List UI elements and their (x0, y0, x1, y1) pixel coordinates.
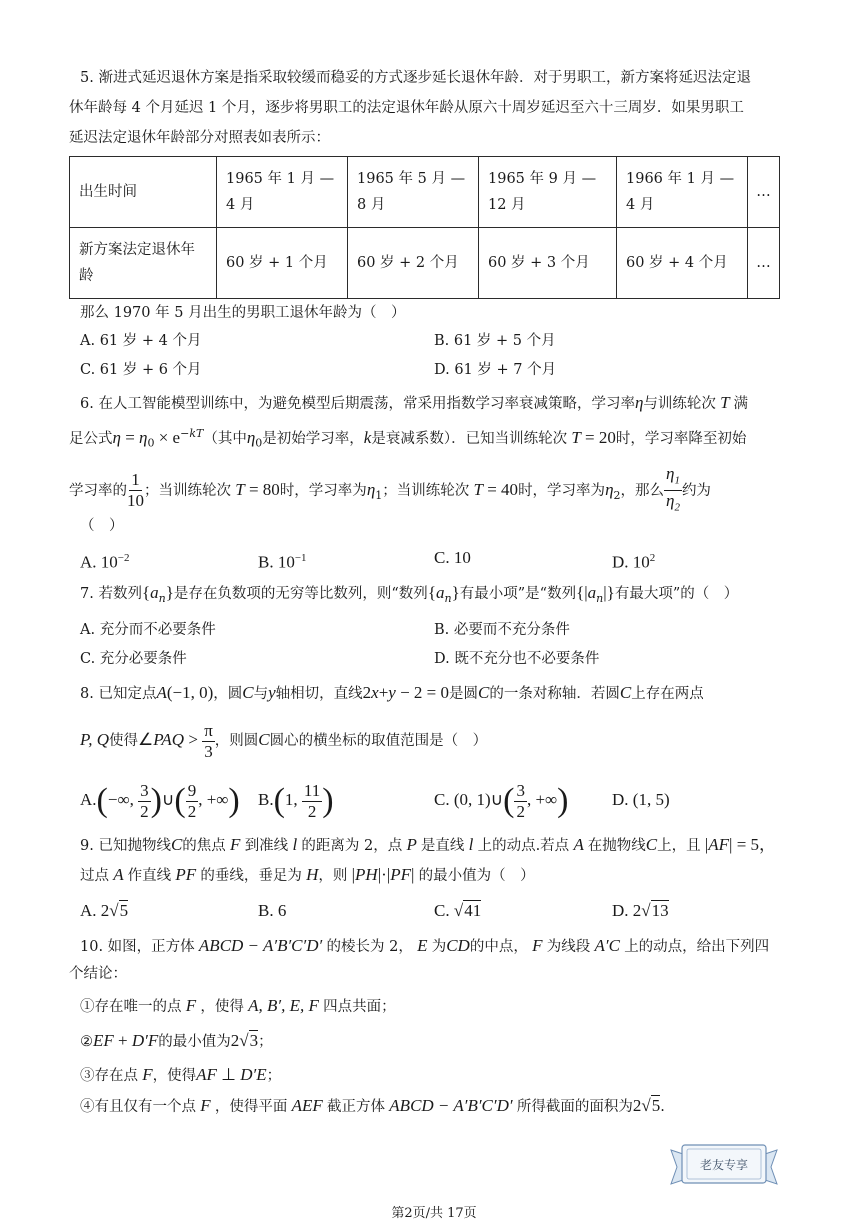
q10-line2: 个结论： (69, 966, 127, 982)
q9-line1: 9. 已知抛物线C的焦点 F 到准线 l 的距离为 2，点 P 是直线 l 上的动点.若点 A 在抛物线C上，且 |AF| = 5， (80, 835, 777, 854)
table-cell: … (748, 228, 780, 299)
q5-option-d: D. 61 岁 + 7 个月 (434, 362, 557, 378)
q6-option-c: C. 10 (434, 548, 471, 567)
watermark-stamp (669, 1140, 779, 1188)
q8-option-b: B.(1, $\frac{11}{2}$ ) (258, 780, 334, 821)
table-cell: 1965 年 1 月 — 4 月 (217, 157, 348, 228)
q9-option-d: D. 2√13 (612, 901, 669, 920)
retirement-table (69, 156, 780, 299)
q7-line1: 7. 若数列$\{a_n\}$是存在负数项的无穷等比数列，则“数列$\{a_n\}$有最小项”是“数列$\{|a_n|\}$有最大项”的（ ） (80, 583, 739, 605)
table-cell: 1965 年 9 月 — 12 月 (479, 157, 617, 228)
q9-option-c: C. √41 (434, 901, 482, 920)
table-cell: 60 岁 + 3 个月 (479, 228, 617, 299)
q7-option-a: A. 充分而不必要条件 (80, 622, 216, 638)
q6-line1: 6. 在人工智能模型训练中，为避免模型后期震荡，常采用指数学习率衰减策略，学习率η与训练轮次 T 满 (80, 393, 749, 412)
table-cell: 60 岁 + 1 个月 (217, 228, 348, 299)
q6-line2: 足公式$\eta = \eta_0 \times e^{-kT}$（其中$\eta_0$是初始学习率，k是衰减系数）．已知当训练轮次 T = 20时，学习率降至初始 (69, 427, 747, 450)
q10-conclusion-4: ④有且仅有一个点 F ，使得平面 AEF 截正方体 ABCD − A′B′C′D′ 所得截面的面积为2√5. (80, 1096, 665, 1115)
q10-conclusion-2: ②EF + D′F的最小值为2√3； (80, 1031, 273, 1050)
stamp-text: 老友专享 (699, 1158, 749, 1172)
ribbon-stamp-icon (669, 1140, 779, 1188)
q5-stem: 那么 1970 年 5 月出生的男职工退休年龄为（ ） (80, 305, 406, 321)
table-cell: 出生时间 (70, 157, 217, 228)
fraction-one-tenth: $\frac{1}{10}$ (127, 470, 144, 511)
q7-option-b: B. 必要而不充分条件 (434, 622, 570, 638)
q9-option-a: A. 2√5 (80, 901, 129, 920)
q8-option-d: D. (1, 5) (612, 790, 670, 809)
q8-line1: 8. 已知定点A(−1, 0)，圆C与y轴相切，直线2x+y − 2 = 0是圆C的一条对称轴．若圆C上存在两点 (80, 683, 704, 702)
q6-option-b: B. $10^{-1}$ (258, 552, 307, 572)
q10-conclusion-3: ③存在点 F，使得AF ⊥ D′E； (80, 1065, 282, 1084)
table-row (70, 228, 780, 299)
table-cell: … (748, 157, 780, 228)
q5-option-c: C. 61 岁 + 6 个月 (80, 362, 202, 378)
q6-option-d: D. $10^2$ (612, 552, 656, 572)
q8-line2: P, Q使得∠PAQ > $\frac{\pi}{3}$ ，则圆C圆心的横坐标的取值范围是（ ） (80, 720, 488, 761)
q5-line1: 5. 渐进式延迟退休方案是指采取较缓而稳妥的方式逐步延长退休年龄．对于男职工，新方案将延迟法定退 (80, 70, 751, 86)
fraction-pi-over-3: $\frac{\pi}{3}$ (204, 720, 213, 761)
table-row (70, 157, 780, 228)
q7-option-d: D. 既不充分也不必要条件 (434, 651, 600, 667)
q9-line2: 过点 A 作直线 PF 的垂线，垂足为 H，则 |PH|·|PF| 的最小值为（ ） (80, 865, 535, 884)
table-cell: 新方案法定退休年龄 (70, 228, 217, 299)
q9-option-b: B. 6 (258, 901, 287, 920)
q6-paren: （ ） (80, 518, 124, 534)
q5-line3: 延迟法定退休年龄部分对照表如表所示： (69, 130, 330, 146)
q10-line1: 10. 如图，正方体 ABCD − A′B′C′D′ 的棱长为 2， E 为CD的中点， F 为线段 A′C 上的动点，给出下列四 (80, 936, 770, 955)
q6-option-a: A. $10^{-2}$ (80, 552, 130, 572)
q8-option-a: A.(−∞, $\frac{3}{2}$ )∪( $\frac{9}{2}$ , +∞) (80, 780, 240, 821)
q7-option-c: C. 充分必要条件 (80, 651, 187, 667)
table-cell: 60 岁 + 4 个月 (617, 228, 748, 299)
q5-option-b: B. 61 岁 + 5 个月 (434, 333, 556, 349)
q5-line2: 休年龄每 4 个月延迟 1 个月，逐步将男职工的法定退休年龄从原六十周岁延迟至六十三周岁．如果男职工 (69, 100, 744, 116)
fraction-eta1-eta2: $\frac{\eta_1}{\eta_2}$ (666, 464, 680, 514)
page-footer: 第2页/共 17页 (391, 1206, 477, 1221)
table-cell: 60 岁 + 2 个月 (348, 228, 479, 299)
q6-line3: 学习率的 $\frac{1}{10}$ ；当训练轮次 T = 80时，学习率为$\eta_1$；当训练轮次 T = 40时，学习率为$\eta_2$，那么 $\frac{\eta_1}{\eta_2}$ 约为 (69, 464, 711, 518)
q5-option-a: A. 61 岁 + 4 个月 (80, 333, 202, 349)
q8-option-c: C. (0, 1)∪( $\frac{3}{2}$ , +∞) (434, 780, 569, 821)
table-cell: 1965 年 5 月 — 8 月 (348, 157, 479, 228)
table-cell: 1966 年 1 月 — 4 月 (617, 157, 748, 228)
q10-conclusion-1: ①存在唯一的点 F ，使得 A, B′, E, F 四点共面； (80, 996, 396, 1015)
